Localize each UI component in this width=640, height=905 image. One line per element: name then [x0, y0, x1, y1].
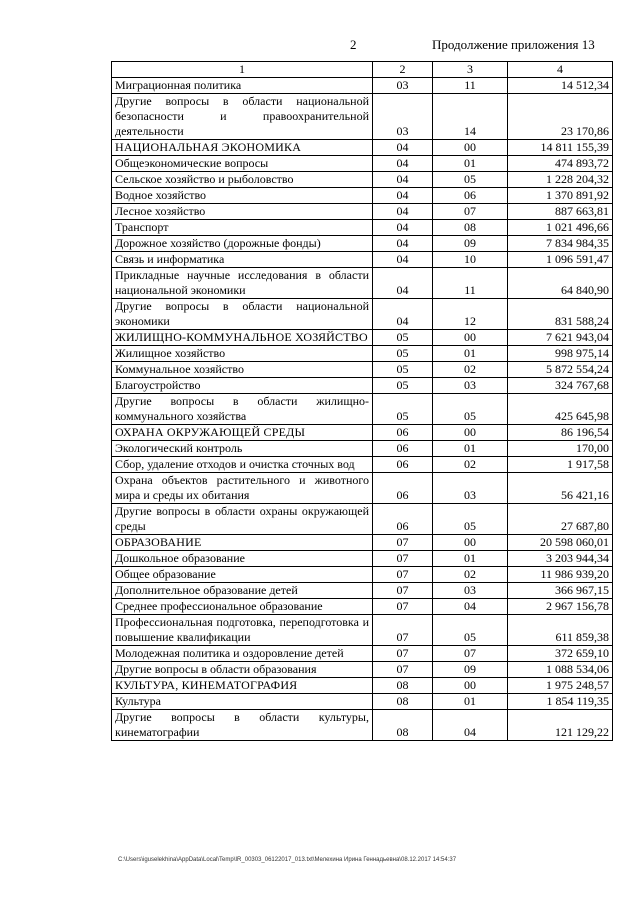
row-amount: 366 967,15 — [508, 583, 613, 599]
row-name: ОХРАНА ОКРУЖАЮЩЕЙ СРЕДЫ — [112, 425, 373, 441]
row-name: Молодежная политика и оздоровление детей — [112, 646, 373, 662]
table-row — [112, 78, 613, 94]
row-amount: 1 096 591,47 — [508, 252, 613, 268]
table-row — [112, 330, 613, 346]
row-section-code: 07 — [373, 646, 433, 662]
table-row — [112, 504, 613, 535]
row-section-code: 07 — [373, 535, 433, 551]
row-amount: 1 021 496,66 — [508, 220, 613, 236]
table-row — [112, 662, 613, 678]
row-amount: 121 129,22 — [508, 710, 613, 741]
row-name: Дополнительное образование детей — [112, 583, 373, 599]
table-row — [112, 583, 613, 599]
table-row — [112, 394, 613, 425]
row-subsection-code: 01 — [433, 441, 508, 457]
row-amount: 2 967 156,78 — [508, 599, 613, 615]
row-section-code: 04 — [373, 252, 433, 268]
row-subsection-code: 05 — [433, 615, 508, 646]
row-section-code: 05 — [373, 394, 433, 425]
table-row — [112, 156, 613, 172]
table-row — [112, 710, 613, 741]
row-section-code: 04 — [373, 299, 433, 330]
table-header-row — [112, 62, 613, 78]
row-amount: 64 840,90 — [508, 268, 613, 299]
file-path-footer: C:\Users\iguselekhina\AppData\Local\Temp\IR_00303_06122017_013.txt\Мелехина Ирина Геннадьевна\08.12.2017 14:54:37 — [118, 857, 457, 863]
row-subsection-code: 02 — [433, 362, 508, 378]
row-amount: 56 421,16 — [508, 473, 613, 504]
row-name: Прикладные научные исследования в области национальной экономики — [112, 268, 373, 299]
row-name: Охрана объектов растительного и животного мира и среды их обитания — [112, 473, 373, 504]
row-section-code: 08 — [373, 710, 433, 741]
table-row — [112, 473, 613, 504]
table-row — [112, 220, 613, 236]
row-amount: 611 859,38 — [508, 615, 613, 646]
row-section-code: 06 — [373, 425, 433, 441]
column-header: 2 — [373, 62, 433, 78]
table-row — [112, 346, 613, 362]
row-section-code: 05 — [373, 362, 433, 378]
row-subsection-code: 12 — [433, 299, 508, 330]
row-subsection-code: 09 — [433, 236, 508, 252]
row-subsection-code: 09 — [433, 662, 508, 678]
row-subsection-code: 03 — [433, 378, 508, 394]
row-amount: 1 088 534,06 — [508, 662, 613, 678]
row-amount: 1 370 891,92 — [508, 188, 613, 204]
row-section-code: 06 — [373, 457, 433, 473]
table-row — [112, 694, 613, 710]
row-name: Сельское хозяйство и рыболовство — [112, 172, 373, 188]
row-amount: 86 196,54 — [508, 425, 613, 441]
row-amount: 3 203 944,34 — [508, 551, 613, 567]
row-name: ОБРАЗОВАНИЕ — [112, 535, 373, 551]
row-name: Профессиональная подготовка, переподготовка и повышение квалификации — [112, 615, 373, 646]
row-subsection-code: 01 — [433, 346, 508, 362]
table-row — [112, 362, 613, 378]
row-amount: 998 975,14 — [508, 346, 613, 362]
row-section-code: 04 — [373, 220, 433, 236]
row-subsection-code: 11 — [433, 78, 508, 94]
row-name: Культура — [112, 694, 373, 710]
table-row — [112, 615, 613, 646]
page-number: 2 — [350, 37, 357, 52]
row-amount: 20 598 060,01 — [508, 535, 613, 551]
row-section-code: 06 — [373, 441, 433, 457]
row-amount: 1 854 119,35 — [508, 694, 613, 710]
row-name: ЖИЛИЩНО-КОММУНАЛЬНОЕ ХОЗЯЙСТВО — [112, 330, 373, 346]
row-section-code: 03 — [373, 78, 433, 94]
table-row — [112, 268, 613, 299]
row-amount: 324 767,68 — [508, 378, 613, 394]
row-name: Экологический контроль — [112, 441, 373, 457]
row-subsection-code: 00 — [433, 678, 508, 694]
row-section-code: 04 — [373, 236, 433, 252]
table-row — [112, 551, 613, 567]
row-section-code: 06 — [373, 473, 433, 504]
row-name: Водное хозяйство — [112, 188, 373, 204]
table-row — [112, 567, 613, 583]
table-row — [112, 378, 613, 394]
table-row — [112, 441, 613, 457]
row-section-code: 08 — [373, 694, 433, 710]
row-name: Общее образование — [112, 567, 373, 583]
budget-table — [111, 61, 613, 741]
row-amount: 474 893,72 — [508, 156, 613, 172]
row-subsection-code: 02 — [433, 457, 508, 473]
row-amount: 7 834 984,35 — [508, 236, 613, 252]
row-subsection-code: 00 — [433, 140, 508, 156]
appendix-title: Продолжение приложения 13 — [432, 37, 595, 52]
column-header: 1 — [112, 62, 373, 78]
row-subsection-code: 04 — [433, 599, 508, 615]
row-section-code: 04 — [373, 156, 433, 172]
row-section-code: 07 — [373, 551, 433, 567]
row-subsection-code: 04 — [433, 710, 508, 741]
row-name: Общеэкономические вопросы — [112, 156, 373, 172]
row-amount: 831 588,24 — [508, 299, 613, 330]
row-amount: 5 872 554,24 — [508, 362, 613, 378]
table-row — [112, 425, 613, 441]
row-amount: 1 917,58 — [508, 457, 613, 473]
row-section-code: 07 — [373, 662, 433, 678]
row-subsection-code: 01 — [433, 156, 508, 172]
row-amount: 14 512,34 — [508, 78, 613, 94]
row-section-code: 05 — [373, 330, 433, 346]
row-section-code: 07 — [373, 583, 433, 599]
row-section-code: 04 — [373, 204, 433, 220]
row-section-code: 06 — [373, 504, 433, 535]
row-name: Миграционная политика — [112, 78, 373, 94]
row-amount: 170,00 — [508, 441, 613, 457]
table-row — [112, 204, 613, 220]
row-subsection-code: 00 — [433, 330, 508, 346]
row-name: Транспорт — [112, 220, 373, 236]
row-name: Другие вопросы в области охраны окружающей среды — [112, 504, 373, 535]
table-row — [112, 172, 613, 188]
row-subsection-code: 08 — [433, 220, 508, 236]
row-name: Жилищное хозяйство — [112, 346, 373, 362]
row-amount: 1 975 248,57 — [508, 678, 613, 694]
row-amount: 425 645,98 — [508, 394, 613, 425]
row-section-code: 04 — [373, 188, 433, 204]
table-row — [112, 94, 613, 140]
table-row — [112, 188, 613, 204]
table-row — [112, 535, 613, 551]
row-section-code: 04 — [373, 268, 433, 299]
row-amount: 11 986 939,20 — [508, 567, 613, 583]
table-row — [112, 236, 613, 252]
table-row — [112, 457, 613, 473]
row-section-code: 07 — [373, 599, 433, 615]
row-amount: 27 687,80 — [508, 504, 613, 535]
row-amount: 1 228 204,32 — [508, 172, 613, 188]
row-name: Другие вопросы в области образования — [112, 662, 373, 678]
row-name: Лесное хозяйство — [112, 204, 373, 220]
row-section-code: 08 — [373, 678, 433, 694]
row-name: Благоустройство — [112, 378, 373, 394]
row-section-code: 05 — [373, 378, 433, 394]
row-section-code: 04 — [373, 172, 433, 188]
row-subsection-code: 05 — [433, 394, 508, 425]
column-header: 4 — [508, 62, 613, 78]
row-subsection-code: 07 — [433, 646, 508, 662]
row-subsection-code: 00 — [433, 535, 508, 551]
row-section-code: 07 — [373, 567, 433, 583]
row-name: Сбор, удаление отходов и очистка сточных вод — [112, 457, 373, 473]
row-subsection-code: 01 — [433, 694, 508, 710]
row-amount: 887 663,81 — [508, 204, 613, 220]
column-header: 3 — [433, 62, 508, 78]
row-subsection-code: 11 — [433, 268, 508, 299]
row-section-code: 07 — [373, 615, 433, 646]
table-row — [112, 646, 613, 662]
row-name: Другие вопросы в области национальной безопасности и правоохранительной деятельности — [112, 94, 373, 140]
row-subsection-code: 05 — [433, 504, 508, 535]
row-subsection-code: 03 — [433, 583, 508, 599]
row-subsection-code: 05 — [433, 172, 508, 188]
row-subsection-code: 06 — [433, 188, 508, 204]
row-amount: 14 811 155,39 — [508, 140, 613, 156]
row-name: Другие вопросы в области культуры, кинематографии — [112, 710, 373, 741]
table-row — [112, 599, 613, 615]
row-section-code: 04 — [373, 140, 433, 156]
row-subsection-code: 02 — [433, 567, 508, 583]
row-name: Дорожное хозяйство (дорожные фонды) — [112, 236, 373, 252]
row-subsection-code: 01 — [433, 551, 508, 567]
row-section-code: 03 — [373, 94, 433, 140]
row-subsection-code: 00 — [433, 425, 508, 441]
row-subsection-code: 14 — [433, 94, 508, 140]
row-amount: 23 170,86 — [508, 94, 613, 140]
row-name: Связь и информатика — [112, 252, 373, 268]
table-row — [112, 252, 613, 268]
row-subsection-code: 07 — [433, 204, 508, 220]
row-name: Другие вопросы в области жилищно-коммунального хозяйства — [112, 394, 373, 425]
row-name: НАЦИОНАЛЬНАЯ ЭКОНОМИКА — [112, 140, 373, 156]
row-name: КУЛЬТУРА, КИНЕМАТОГРАФИЯ — [112, 678, 373, 694]
row-amount: 7 621 943,04 — [508, 330, 613, 346]
table-row — [112, 299, 613, 330]
row-name: Среднее профессиональное образование — [112, 599, 373, 615]
table-row — [112, 678, 613, 694]
row-amount: 372 659,10 — [508, 646, 613, 662]
row-name: Дошкольное образование — [112, 551, 373, 567]
row-subsection-code: 03 — [433, 473, 508, 504]
row-section-code: 05 — [373, 346, 433, 362]
row-name: Коммунальное хозяйство — [112, 362, 373, 378]
row-name: Другие вопросы в области национальной экономики — [112, 299, 373, 330]
row-subsection-code: 10 — [433, 252, 508, 268]
table-row — [112, 140, 613, 156]
